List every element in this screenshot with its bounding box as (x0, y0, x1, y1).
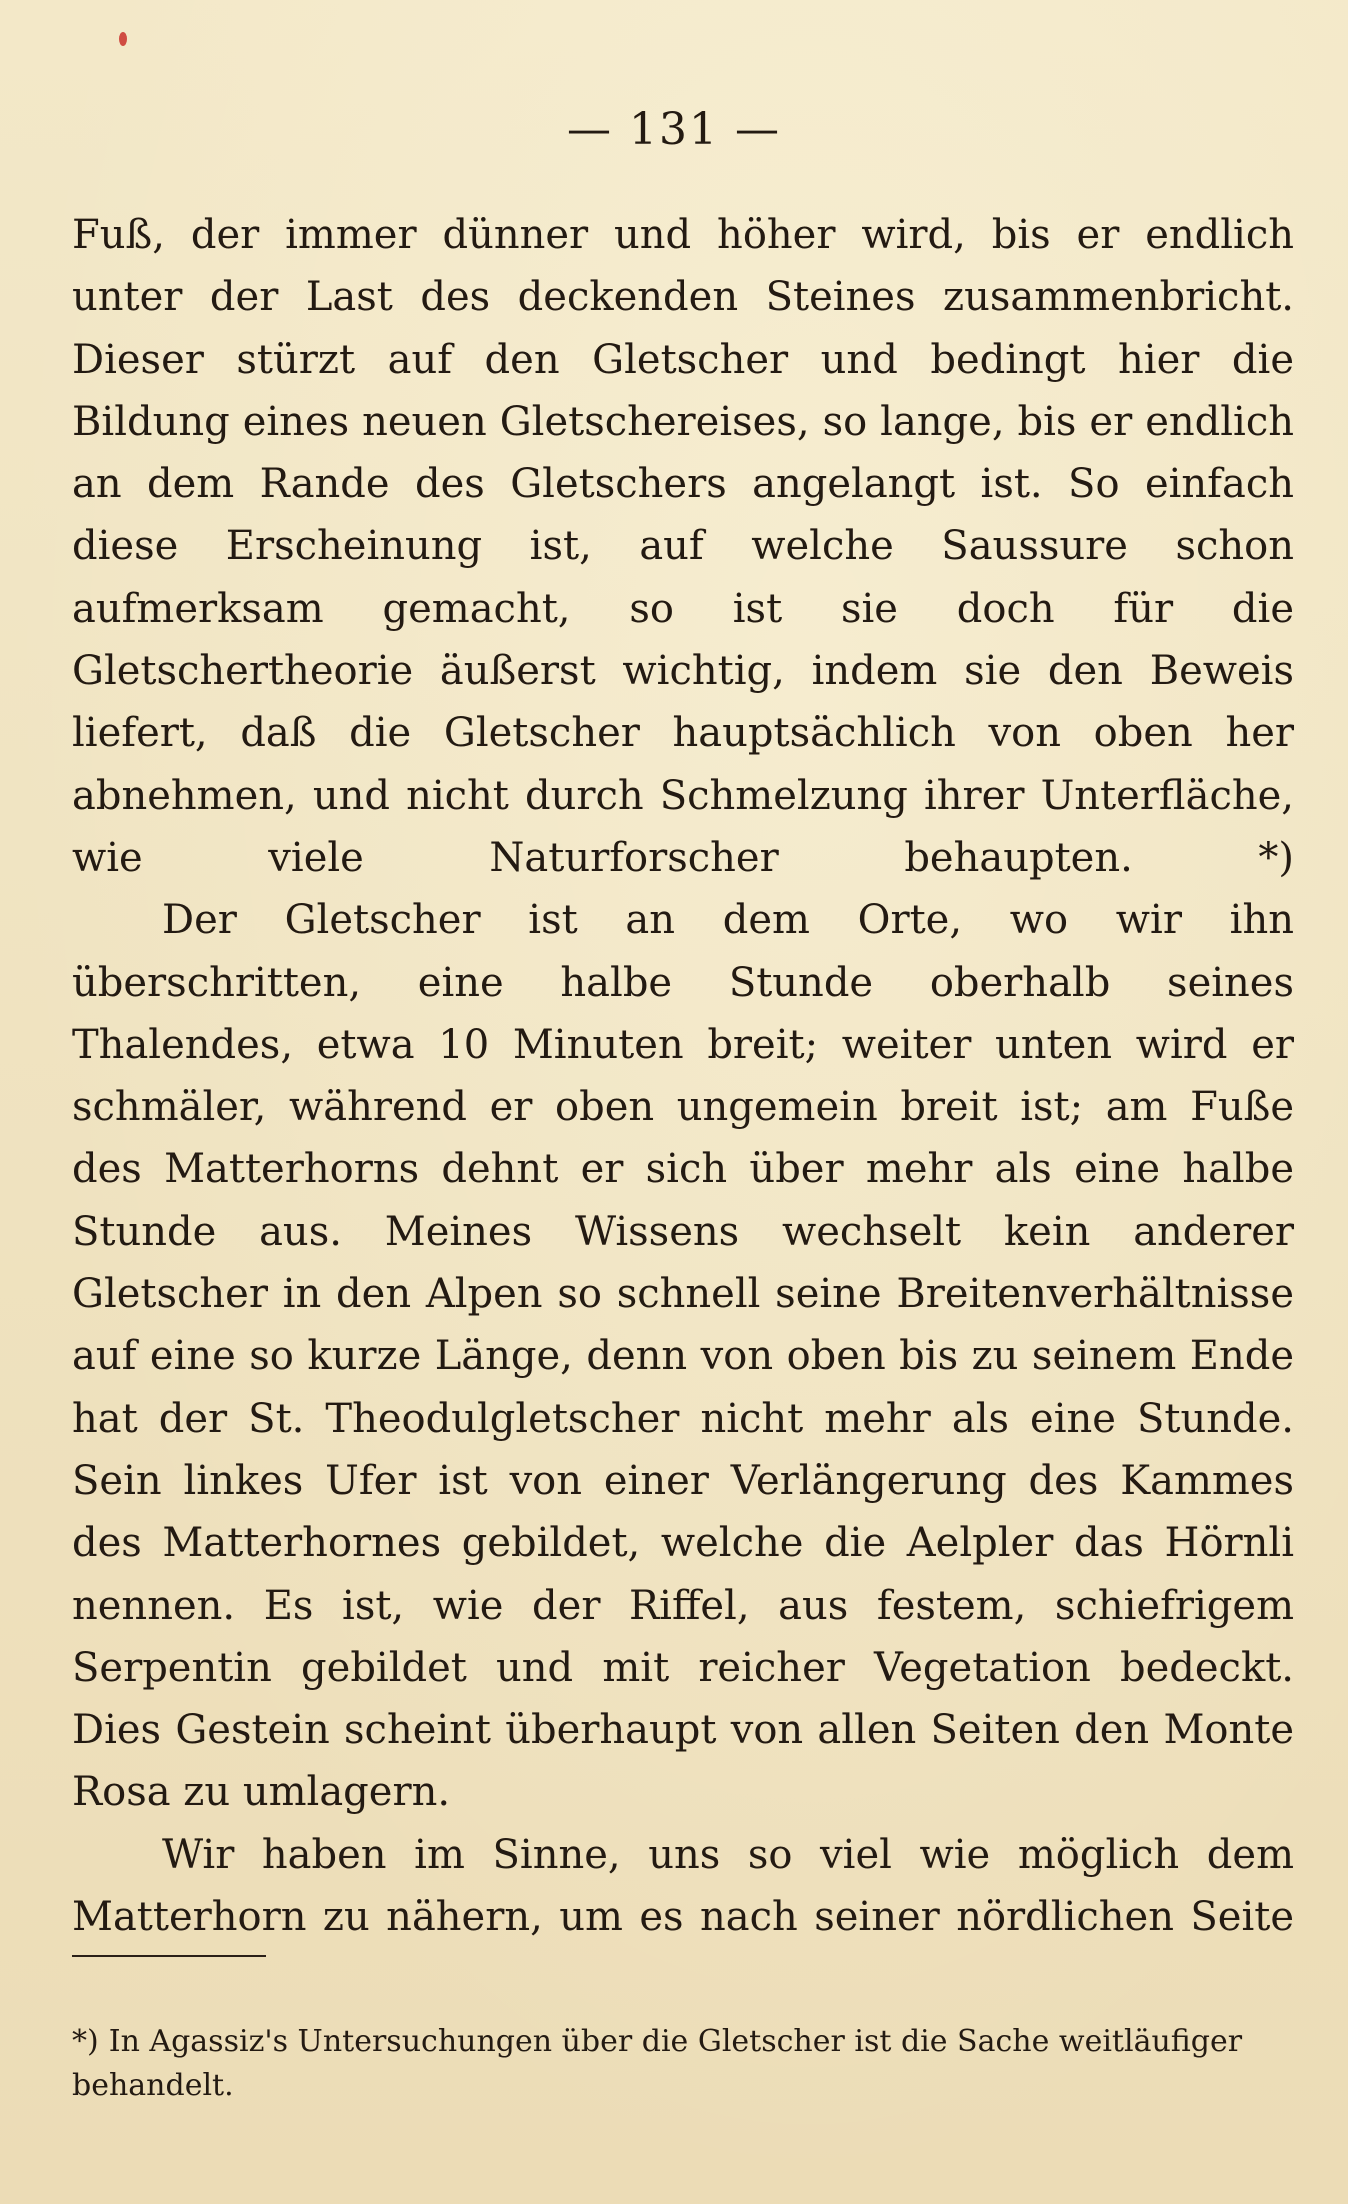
body-text (72, 204, 1294, 1948)
paragraph-2: Der Gletscher ist an dem Orte, wo wir ihn überschritten, eine halbe Stunde oberhalb seines Thalendes, etwa 10 Minuten breit; weiter unten wird er schmäler, während er oben ungemein breit ist; am Fuße des Matterhorns dehnt er sich über mehr als eine halbe Stunde aus. Meines Wissens wechselt kein anderer Gletscher in den Alpen so schnell seine Breitenverhältnisse auf eine so kurze Länge, denn von oben bis zu seinem Ende hat der St. Theodulgletscher nicht mehr als eine Stunde. Sein linkes Ufer ist von einer Verlängerung des Kammes des Matterhornes gebildet, welche die Aelpler das Hörnli nennen. Es ist, wie der Riffel, aus festem, schiefrigem Serpentin gebildet und mit reicher Vegetation bedeckt. Dies Gestein scheint überhaupt von allen Seiten den Monte Rosa zu umlagern. (72, 897, 1294, 1816)
footnote-text: In Agassiz's Untersuchungen über die Gletscher ist die Sache weitläufiger behandelt. (72, 2024, 1243, 2103)
footnote-divider (72, 1955, 266, 1957)
paragraph-3: Wir haben im Sinne, uns so viel wie möglich dem Matterhorn zu nähern, um es nach seiner nördlichen Seite (72, 1831, 1294, 1941)
ink-spot (119, 32, 127, 46)
page-number: — 131 — (567, 104, 781, 155)
paragraph-1: Fuß, der immer dünner und höher wird, bis er endlich unter der Last des deckenden Steines zusammenbricht. Dieser stürzt auf den Gletscher und bedingt hier die Bildung eines neuen Gletschereises, so lange, bis er endlich an dem Rande des Gletschers angelangt ist. So einfach diese Erscheinung ist, auf welche Saussure schon aufmerksam gemacht, so ist sie doch für die Gletschertheorie äußerst wichtig, indem sie den Beweis liefert, daß die Gletscher hauptsächlich von oben her abnehmen, und nicht durch Schmelzung ihrer Unterfläche, wie viele Naturforscher behaupten. *) (72, 212, 1294, 881)
footnote-marker: *) (72, 2024, 99, 2059)
footnote (72, 2020, 1294, 2108)
